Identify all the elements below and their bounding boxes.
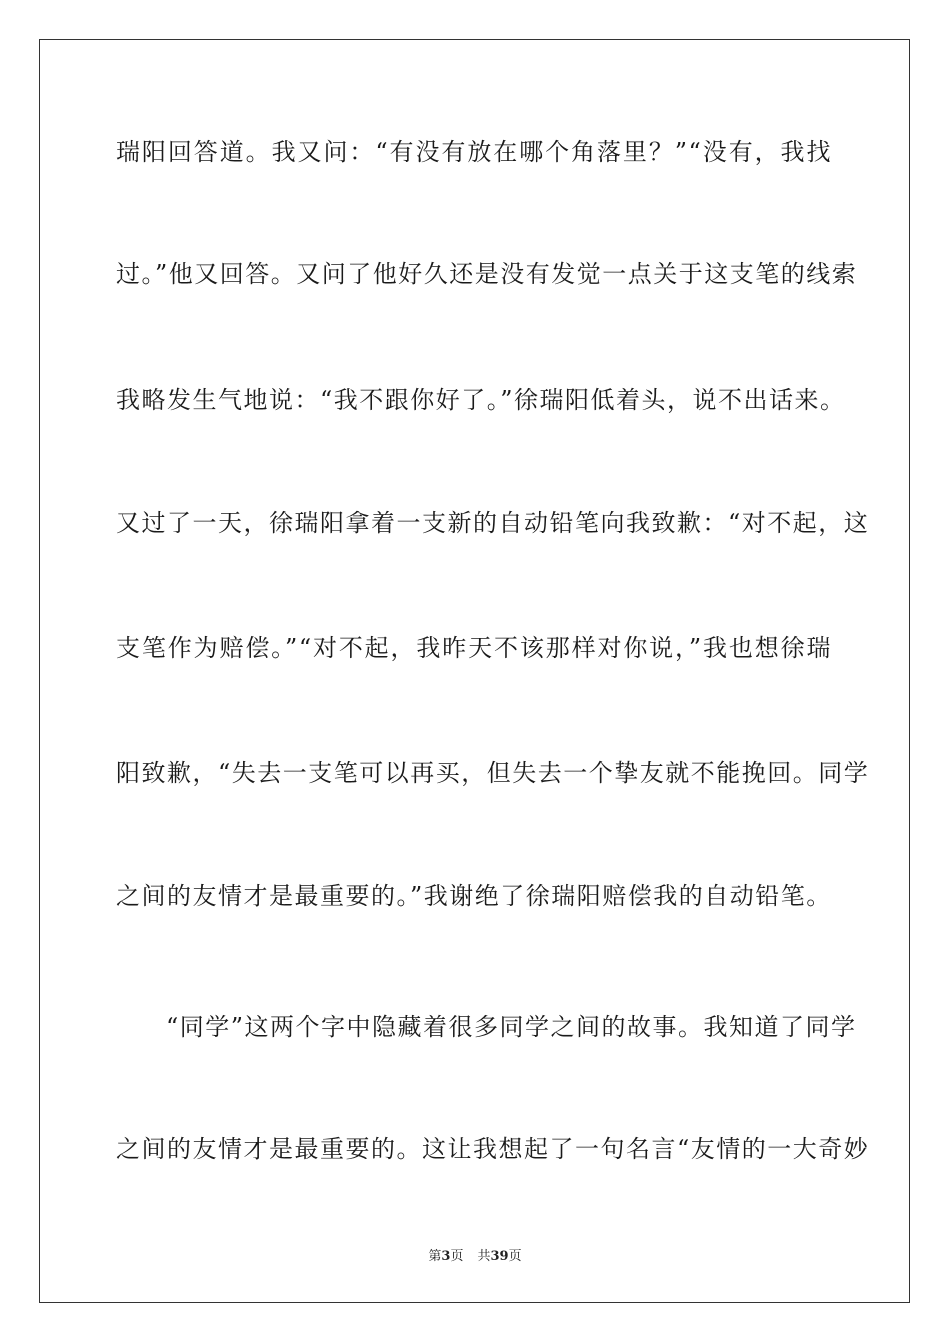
page-prefix: 第 (428, 1249, 442, 1264)
body-text-line: 支笔作为赔偿。”“对不起，我昨天不该那样对你说，”我也想徐瑞 (116, 634, 832, 662)
body-text-line: 阳致歉，“失去一支笔可以再买，但失去一个挚友就不能挽回。同学 (116, 759, 870, 787)
body-text-line: 过。”他又回答。又问了他好久还是没有发觉一点关于这支笔的线索 (116, 260, 858, 288)
body-text-line: 之间的友情才是最重要的。这让我想起了一句名言“友情的一大奇妙 (116, 1135, 870, 1163)
total-suffix: 页 (508, 1249, 522, 1264)
body-text-line-indented: “同学”这两个字中隐藏着很多同学之间的故事。我知道了同学 (166, 1013, 857, 1041)
page-border (39, 39, 910, 1303)
body-text-line: 之间的友情才是最重要的。”我谢绝了徐瑞阳赔偿我的自动铅笔。 (116, 882, 832, 910)
body-text-line: 又过了一天，徐瑞阳拿着一支新的自动铅笔向我致歉：“对不起，这 (116, 509, 870, 537)
page-footer (0, 1248, 950, 1266)
body-text-line: 瑞阳回答道。我又问：“有没有放在哪个角落里？”“没有，我找 (116, 138, 832, 166)
total-pages: 39 (490, 1249, 509, 1264)
total-prefix: 共 (477, 1249, 491, 1264)
page-suffix: 页 (450, 1249, 464, 1264)
body-text-line: 我略发生气地说：“我不跟你好了。”徐瑞阳低着头，说不出话来。 (116, 386, 846, 414)
page-number: 3 (441, 1249, 451, 1264)
